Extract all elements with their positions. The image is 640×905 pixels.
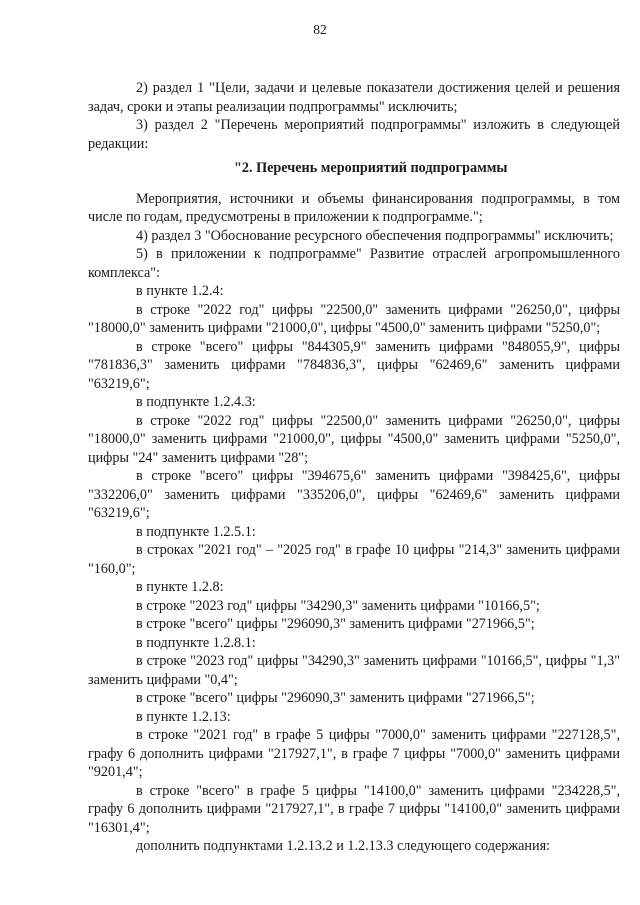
paragraph: в подпункте 1.2.8.1: <box>136 634 256 651</box>
paragraph: в строке "2022 год" цифры "22500,0" заменить цифрами "26250,0", цифры "18000,0" заменить цифрами "21000,0", цифры "4500,0" заменить цифрами "5250,0", цифры "24" заменить цифрами "28"; <box>88 412 620 466</box>
paragraph: в пункте 1.2.8: <box>136 579 224 595</box>
paragraph: в пункте 1.2.4: <box>136 283 224 299</box>
paragraph: 5) в приложении к подпрограмме" Развитие отраслей агропромышленного комплекса": <box>88 246 620 281</box>
paragraph: в строке "всего" цифры "296090,3" заменить цифрами "271966,5"; <box>136 690 535 706</box>
paragraph: в строке "всего" в графе 5 цифры "14100,0" заменить цифрами "234228,5", графу 6 дополнить цифрами "217927,1", в графе 7 цифры "14100,0" заменить цифрами "16301,4"; <box>88 782 620 836</box>
paragraph: в строке "всего" цифры "394675,6" заменить цифрами "398425,6", цифры "332206,0" заменить цифрами "335206,0", цифры "62469,6" заменить цифрами "63219,6"; <box>88 468 620 521</box>
section-heading: "2. Перечень мероприятий подпрограммы <box>234 160 508 176</box>
paragraph: 3) раздел 2 "Перечень мероприятий подпрограммы" изложить в следующей редакции: <box>88 117 620 152</box>
paragraph: в строке "всего" цифры "844305,9" заменить цифрами "848055,9", цифры "781836,3" заменить цифрами "784836,3", цифры "62469,6" заменить цифрами "63219,6"; <box>88 338 620 392</box>
paragraph: 2) раздел 1 "Цели, задачи и целевые показатели достижения целей и решения задач, сроки и этапы реализации подпрограммы" исключить; <box>88 80 620 115</box>
paragraph: в строке "всего" цифры "296090,3" заменить цифрами "271966,5"; <box>136 616 535 632</box>
page-number: 82 <box>313 22 327 37</box>
paragraph: в строке "2023 год" цифры "34290,3" заменить цифрами "10166,5", цифры "1,3" заменить цифрами "0,4"; <box>88 653 620 688</box>
paragraph: в строке "2022 год" цифры "22500,0" заменить цифрами "26250,0", цифры "18000,0" заменить цифрами "21000,0", цифры "4500,0" заменить цифрами "5250,0"; <box>88 301 620 336</box>
paragraph: 4) раздел 3 "Обоснование ресурсного обеспечения подпрограммы" исключить; <box>136 227 614 244</box>
paragraph: дополнить подпунктами 1.2.13.2 и 1.2.13.3 следующего содержания: <box>136 838 551 854</box>
paragraph: в подпункте 1.2.4.3: <box>136 394 256 410</box>
paragraph: Мероприятия, источники и объемы финансирования подпрограммы, в том числе по годам, предусмотрены в приложении к подпрограмме."; <box>88 190 620 225</box>
paragraph: в пункте 1.2.13: <box>136 708 231 725</box>
paragraph: в строке "2023 год" цифры "34290,3" заменить цифрами "10166,5"; <box>136 597 540 614</box>
paragraph: в строке "2021 год" в графе 5 цифры "7000,0" заменить цифрами "227128,5", графу 6 дополнить цифрами "217927,1", в графе 7 цифры "7000,0" заменить цифрами "9201,4"; <box>88 727 620 780</box>
paragraph: в подпункте 1.2.5.1: <box>136 523 256 540</box>
document-body <box>88 79 620 856</box>
paragraph: в строках "2021 год" – "2025 год" в графе 10 цифры "214,3" заменить цифрами "160,0"; <box>88 542 620 577</box>
